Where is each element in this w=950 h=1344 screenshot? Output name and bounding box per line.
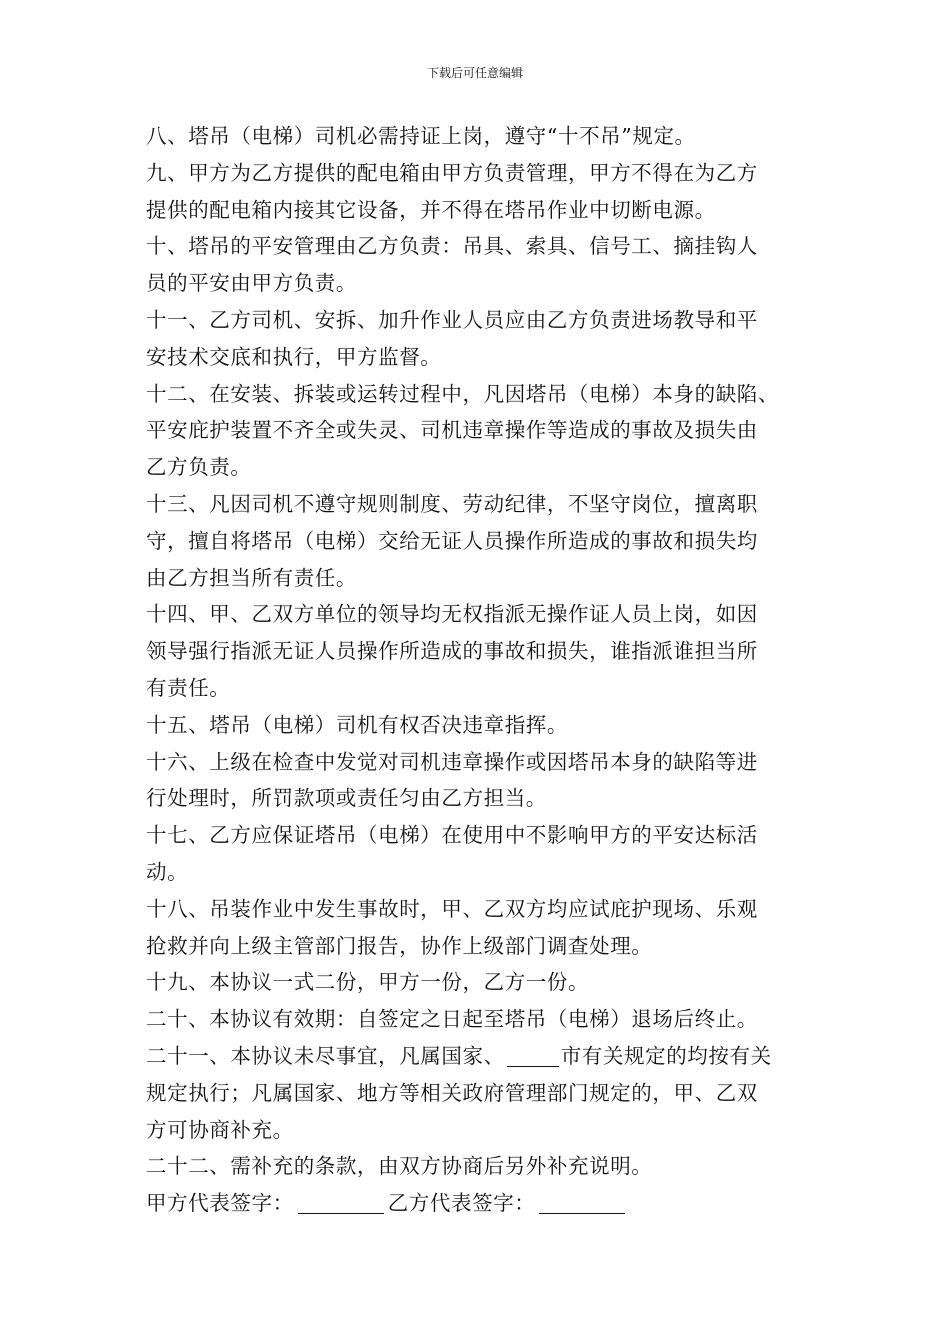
city-blank-field[interactable] <box>507 1044 559 1067</box>
clause-16-line-1: 十六、上级在检查中发觉对司机违章操作或因塔吊本身的缺陷等进 <box>146 749 758 774</box>
clause-21-line-1 <box>146 1038 826 1075</box>
clause-20-line-1: 二十、本协议有效期：自签定之日起至塔吊（电梯）退场后终止。 <box>146 1007 758 1032</box>
clause-18-line-1: 十八、吊装作业中发生事故时，甲、乙双方均应试庇护现场、乐观 <box>146 896 758 921</box>
clause-21-line-3: 方可协商补充。 <box>146 1117 294 1142</box>
clause-21-text-after-blank: 市有关规定的均按有关 <box>560 1043 772 1068</box>
clause-11-line-2: 安技术交底和执行，甲方监督。 <box>146 344 442 369</box>
page-header: 下载后可任意编辑 <box>426 66 523 80</box>
clause-9-line-1: 九、甲方为乙方提供的配电箱由甲方负责管理，甲方不得在为乙方 <box>146 160 758 185</box>
clause-19-line-1: 十九、本协议一式二份，甲方一份，乙方一份。 <box>146 970 590 995</box>
clause-15-line-1: 十五、塔吊（电梯）司机有权否决违章指挥。 <box>146 712 568 737</box>
contract-body <box>146 118 826 1222</box>
clause-13-line-1: 十三、凡因司机不遵守规则制度、劳动纪律，不坚守岗位，擅离职 <box>146 491 758 516</box>
clause-21-line-2: 规定执行；凡属国家、地方等相关政府管理部门规定的，甲、乙双 <box>146 1080 758 1105</box>
signature-line <box>146 1185 826 1222</box>
clause-10-line-2: 员的平安由甲方负责。 <box>146 271 357 296</box>
clause-17-line-2: 动。 <box>146 859 189 884</box>
clause-10-line-1: 十、塔吊的平安管理由乙方负责：吊具、索具、信号工、摘挂钩人 <box>146 234 758 259</box>
clause-12-line-2: 平安庇护装置不齐全或失灵、司机违章操作等造成的事故及损失由 <box>146 418 758 443</box>
party-b-signature-label: 乙方代表签字： <box>387 1191 536 1216</box>
clause-21-text-before-blank: 二十一、本协议未尽事宜，凡属国家、 <box>146 1043 505 1068</box>
clause-14-line-3: 有责任。 <box>146 675 231 700</box>
party-a-signature-label: 甲方代表签字： <box>146 1191 294 1216</box>
clause-22-line-1: 二十二、需补充的条款，由双方协商后另外补充说明。 <box>146 1154 653 1179</box>
clause-17-line-1: 十七、乙方应保证塔吊（电梯）在使用中不影响甲方的平安达标活 <box>146 823 758 848</box>
clause-14-line-1: 十四、甲、乙双方单位的领导均无权指派无操作证人员上岗，如因 <box>146 602 758 627</box>
clause-8-line-1: 八、塔吊（电梯）司机必需持证上岗，遵守“十不吊”规定。 <box>146 124 696 148</box>
clause-13-line-3: 由乙方担当所有责任。 <box>146 565 357 590</box>
clause-18-line-2: 抢救并向上级主管部门报告，协作上级部门调查处理。 <box>146 933 653 958</box>
clause-16-line-2: 行处理时，所罚款项或责任匀由乙方担当。 <box>146 786 547 811</box>
clause-9-line-2: 提供的配电箱内接其它设备，并不得在塔吊作业中切断电源。 <box>146 197 716 222</box>
party-b-signature-field[interactable] <box>539 1191 625 1214</box>
clause-12-line-3: 乙方负责。 <box>146 455 252 480</box>
clause-14-line-2: 领导强行指派无证人员操作所造成的事故和损失，谁指派谁担当所 <box>146 639 758 664</box>
clause-12-line-1: 十二、在安装、拆装或运转过程中，凡因塔吊（电梯）本身的缺陷、 <box>146 381 779 406</box>
party-a-signature-field[interactable] <box>298 1191 384 1214</box>
clause-13-line-2: 守，擅自将塔吊（电梯）交给无证人员操作所造成的事故和损失均 <box>146 528 758 553</box>
clause-11-line-1: 十一、乙方司机、安拆、加升作业人员应由乙方负责进场教导和平 <box>146 307 758 332</box>
